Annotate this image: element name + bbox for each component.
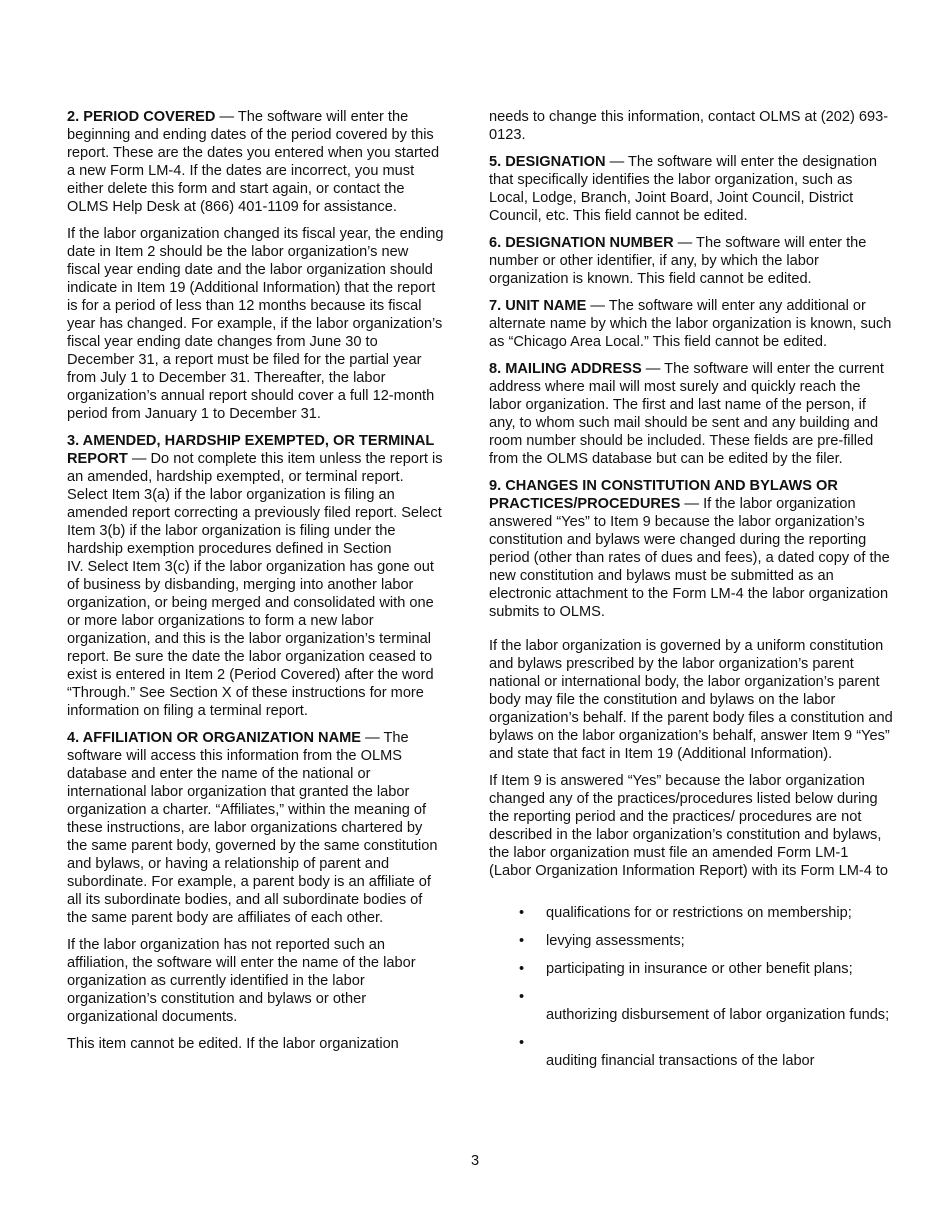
item-4-heading: 4. AFFILIATION OR ORGANIZATION NAME: [67, 730, 362, 746]
item-6-number: 6.: [489, 235, 502, 251]
practices-list: [489, 904, 893, 1070]
bullet-icon: •: [519, 933, 525, 949]
item-9-text: — If the labor organization answered “Yes” to Item 9 because the labor organization’s constitution and bylaws were changed during the reporting period (other than rates of dues and fees), a dated copy of the new constitution and bylaws must be submitted as an electronic attachment to the Form LM-4 the labor organization submits to OLMS.: [489, 496, 890, 620]
item-5-number: 5.: [489, 154, 502, 170]
list-item: • participating in insurance or other benefit plans;: [519, 961, 853, 977]
list-item: • levying assessments;: [519, 933, 685, 949]
item-5-heading: DESIGNATION: [505, 154, 606, 170]
item-7-text: — The software will enter any additional or alternate name by which the labor organization is known, such as “Chicago Area Local.” This field cannot be edited.: [489, 298, 892, 350]
item-3-terminal-paragraph: IV. Select Item 3(c) if the labor organization has gone out of business by disbanding, merging into another labor organization, or being merged and consolidated with one or more labor organizations to form a new labor organization, and this is the labor organization’s terminal report. Be sure the date the labor organization ceased to exist is entered in Item 2 (Period Covered) after the word “Through.” See Section X of these instructions for more information on filing a terminal report.: [67, 559, 434, 719]
item-8-mailing-address: [489, 360, 893, 468]
bullet-icon: •: [519, 989, 525, 1005]
item-9-practices-paragraph: If Item 9 is answered “Yes” because the labor organization changed any of the practices/procedures listed below during the reporting period and the practices/ procedures are not described in the labor organization’s constitution and bylaws, the labor organization must file an amended Form LM-1 (Labor Organization Information Report) with its Form LM-4 to: [489, 773, 889, 879]
item-3-amended-report: [67, 432, 445, 558]
item-8-text: — The software will enter the current address where mail will most surely and quickly reach the labor organization. The first and last name of the person, if any, to whom such mail should be sent and any building and room number should be included. These fields are pre-filled from the OLMS database but can be edited by the filer.: [489, 361, 884, 467]
item-4-edit-paragraph: This item cannot be edited. If the labor organization: [67, 1036, 399, 1052]
item-6-designation-number: [489, 234, 893, 288]
item-3-heading: 3. AMENDED, HARDSHIP EXEMPTED, OR TERMINAL REPORT: [67, 433, 435, 467]
item-9-heading: CHANGES IN CONSTITUTION AND BYLAWS OR PRACTICES/PROCEDURES: [489, 478, 838, 512]
item-8-heading: MAILING ADDRESS: [505, 361, 642, 377]
item-5-text: — The software will enter the designation that specifically identifies the labor organization, such as Local, Lodge, Branch, Joint Board, Joint Council, District Council, etc. This field cannot be edited.: [489, 154, 877, 224]
bullet-icon: •: [519, 961, 525, 977]
item-5-designation: [489, 153, 893, 225]
page-number: 3: [470, 1153, 480, 1169]
list-item: • qualifications for or restrictions on membership;: [519, 905, 852, 921]
item-4-continuation: needs to change this information, contact OLMS at (202) 693-0123.: [489, 109, 889, 143]
item-2-text: — The software will enter the beginning and ending dates of the period covered by this report. These are the dates you entered when you started a new Form LM-4. If the dates are incorrect, you must either delete this form and start again, or contact the OLMS Help Desk at (866) 401-1109 for assistance.: [67, 109, 440, 215]
item-4-affiliation: [67, 729, 445, 927]
right-column: [489, 108, 893, 1080]
item-6-text: — The software will enter the number or other identifier, if any, by which the labor organization is known. This field cannot be edited.: [489, 235, 867, 287]
item-2-number: 2.: [67, 109, 80, 125]
item-4-text: — The software will access this information from the OLMS database and enter the name of the national or international labor organization that granted the labor organization a charter. “Affiliates,” within the meaning of these instructions, are labor organizations chartered by the same parent body, governed by the same constitution and bylaws, or having a relationship of parent and subordinate. For example, a parent body is an affiliate of all its subordinate bodies, and all subordinate bodies of the same parent body are affiliates of each other.: [67, 730, 438, 926]
left-column: [67, 108, 445, 1062]
bullet-icon: •: [519, 905, 525, 921]
item-9-constitution-changes: [489, 477, 893, 621]
item-2-fiscal-year-paragraph: If the labor organization changed its fiscal year, the ending date in Item 2 should be the labor organization’s new fiscal year ending date and the labor organization should indicate in Item 19 (Additional Information) that the report is for a period of less than 12 months because its fiscal year has changed. For example, if the labor organization’s fiscal year ending date changes from June 30 to December 31, a report must be filed for the partial year from July 1 to December 31. Thereafter, the labor organization’s annual report should cover a full 12-month period from January 1 to December 31.: [67, 226, 444, 422]
item-2-period-covered: [67, 108, 445, 216]
item-7-heading: UNIT NAME: [505, 298, 587, 314]
item-7-number: 7.: [489, 298, 502, 314]
item-3-text: — Do not complete this item unless the report is an amended, hardship exempted, or terminal report. Select Item 3(a) if the labor organization is filing an amended report correcting a previously filed report. Select Item 3(b) if the labor organization is filing under the hardship exemption procedures defined in Section: [67, 451, 443, 557]
item-8-number: 8.: [489, 361, 502, 377]
item-6-heading: DESIGNATION NUMBER: [505, 235, 674, 251]
item-9-number: 9.: [489, 478, 502, 494]
bullet-icon: •: [519, 1035, 525, 1051]
list-item: • auditing financial transactions of the labor: [519, 1035, 815, 1069]
item-9-uniform-constitution-paragraph: If the labor organization is governed by a uniform constitution and bylaws prescribed by the labor organization’s parent national or international body, the labor organization’s parent body may file the constitution and bylaws on the labor organization’s behalf. If the parent body files a constitution and bylaws on the labor organization’s behalf, answer Item 9 “Yes” and state that fact in Item 19 (Additional Information).: [489, 638, 893, 762]
item-4-unreported-paragraph: If the labor organization has not reported such an affiliation, the software will enter the name of the labor organization as currently identified in the labor organization’s constitution and bylaws or other organizational documents.: [67, 937, 416, 1025]
item-2-heading: PERIOD COVERED: [83, 109, 216, 125]
list-item: • authorizing disbursement of labor organization funds;: [519, 989, 890, 1023]
item-7-unit-name: [489, 297, 893, 351]
